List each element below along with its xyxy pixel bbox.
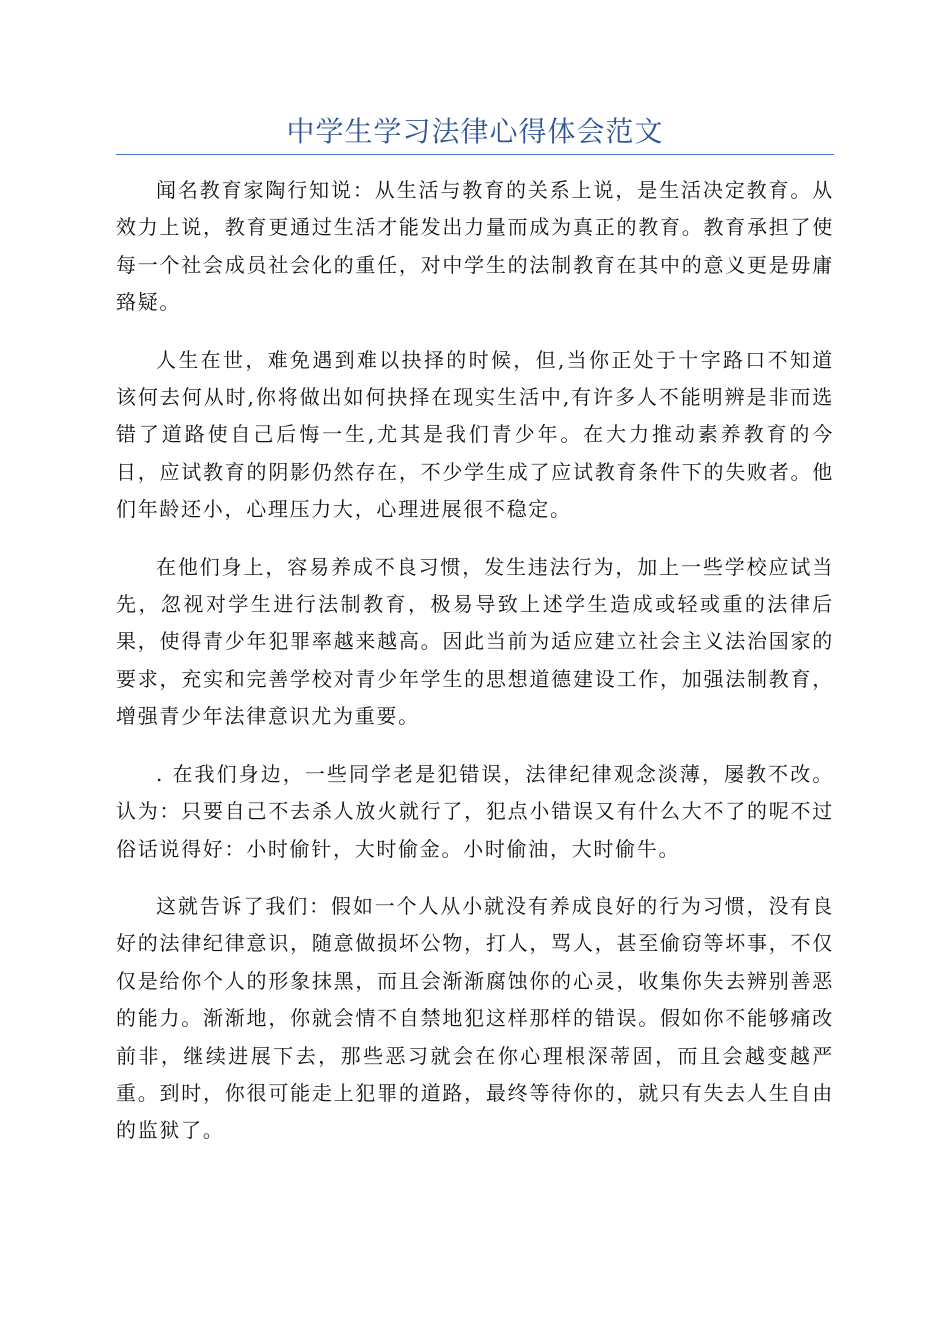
paragraph-4: . 在我们身边，一些同学老是犯错误，法律纪律观念淡薄，屡教不改。认为：只要自己不去杀人放火就行了，犯点小错误又有什么大不了的呢不过俗话说得好：小时偷针，大时偷金。小时偷油，大时偷牛。: [116, 761, 834, 861]
paragraph-5: 这就告诉了我们：假如一个人从小就没有养成良好的行为习惯，没有良好的法律纪律意识，随意做损坏公物，打人，骂人，甚至偷窃等坏事，不仅仅是给你个人的形象抹黑，而且会渐渐腐蚀你的心灵，收集你失去辨别善恶的能力。渐渐地，你就会情不自禁地犯这样那样的错误。假如你不能够痛改前非，继续进展下去，那些恶习就会在你心理根深蒂固，而且会越变越严重。到时，你很可能走上犯罪的道路，最终等待你的，就只有失去人生自由的监狱了。: [116, 893, 834, 1143]
paragraph-1: 闻名教育家陶行知说：从生活与教育的关系上说，是生活决定教育。从效力上说，教育更通过生活才能发出力量而成为真正的教育。教育承担了使每一个社会成员社会化的重任，对中学生的法制教育在其中的意义更是毋庸臵疑。: [116, 178, 834, 315]
paragraph-2: 人生在世，难免遇到难以抉择的时候，但,当你正处于十字路口不知道该何去何从时,你将做出如何抉择在现实生活中,有许多人不能明辨是非而选错了道路使自己后悔一生,尤其是我们青少年。在大力推动素养教育的今日，应试教育的阴影仍然存在，不少学生成了应试教育条件下的失败者。他们年龄还小，心理压力大，心理进展很不稳定。: [116, 347, 834, 522]
document-body: [116, 172, 834, 1170]
page-title: 中学生学习法律心得体会范文: [286, 115, 664, 148]
paragraph-3: 在他们身上，容易养成不良习惯，发生违法行为，加上一些学校应试当先，忽视对学生进行法制教育，极易导致上述学生造成或轻或重的法律后果，使得青少年犯罪率越来越高。因此当前为适应建立社会主义法治国家的要求，充实和完善学校对青少年学生的思想道德建设工作，加强法制教育，增强青少年法律意识尤为重要。: [116, 554, 834, 729]
title-underline: [116, 154, 834, 155]
